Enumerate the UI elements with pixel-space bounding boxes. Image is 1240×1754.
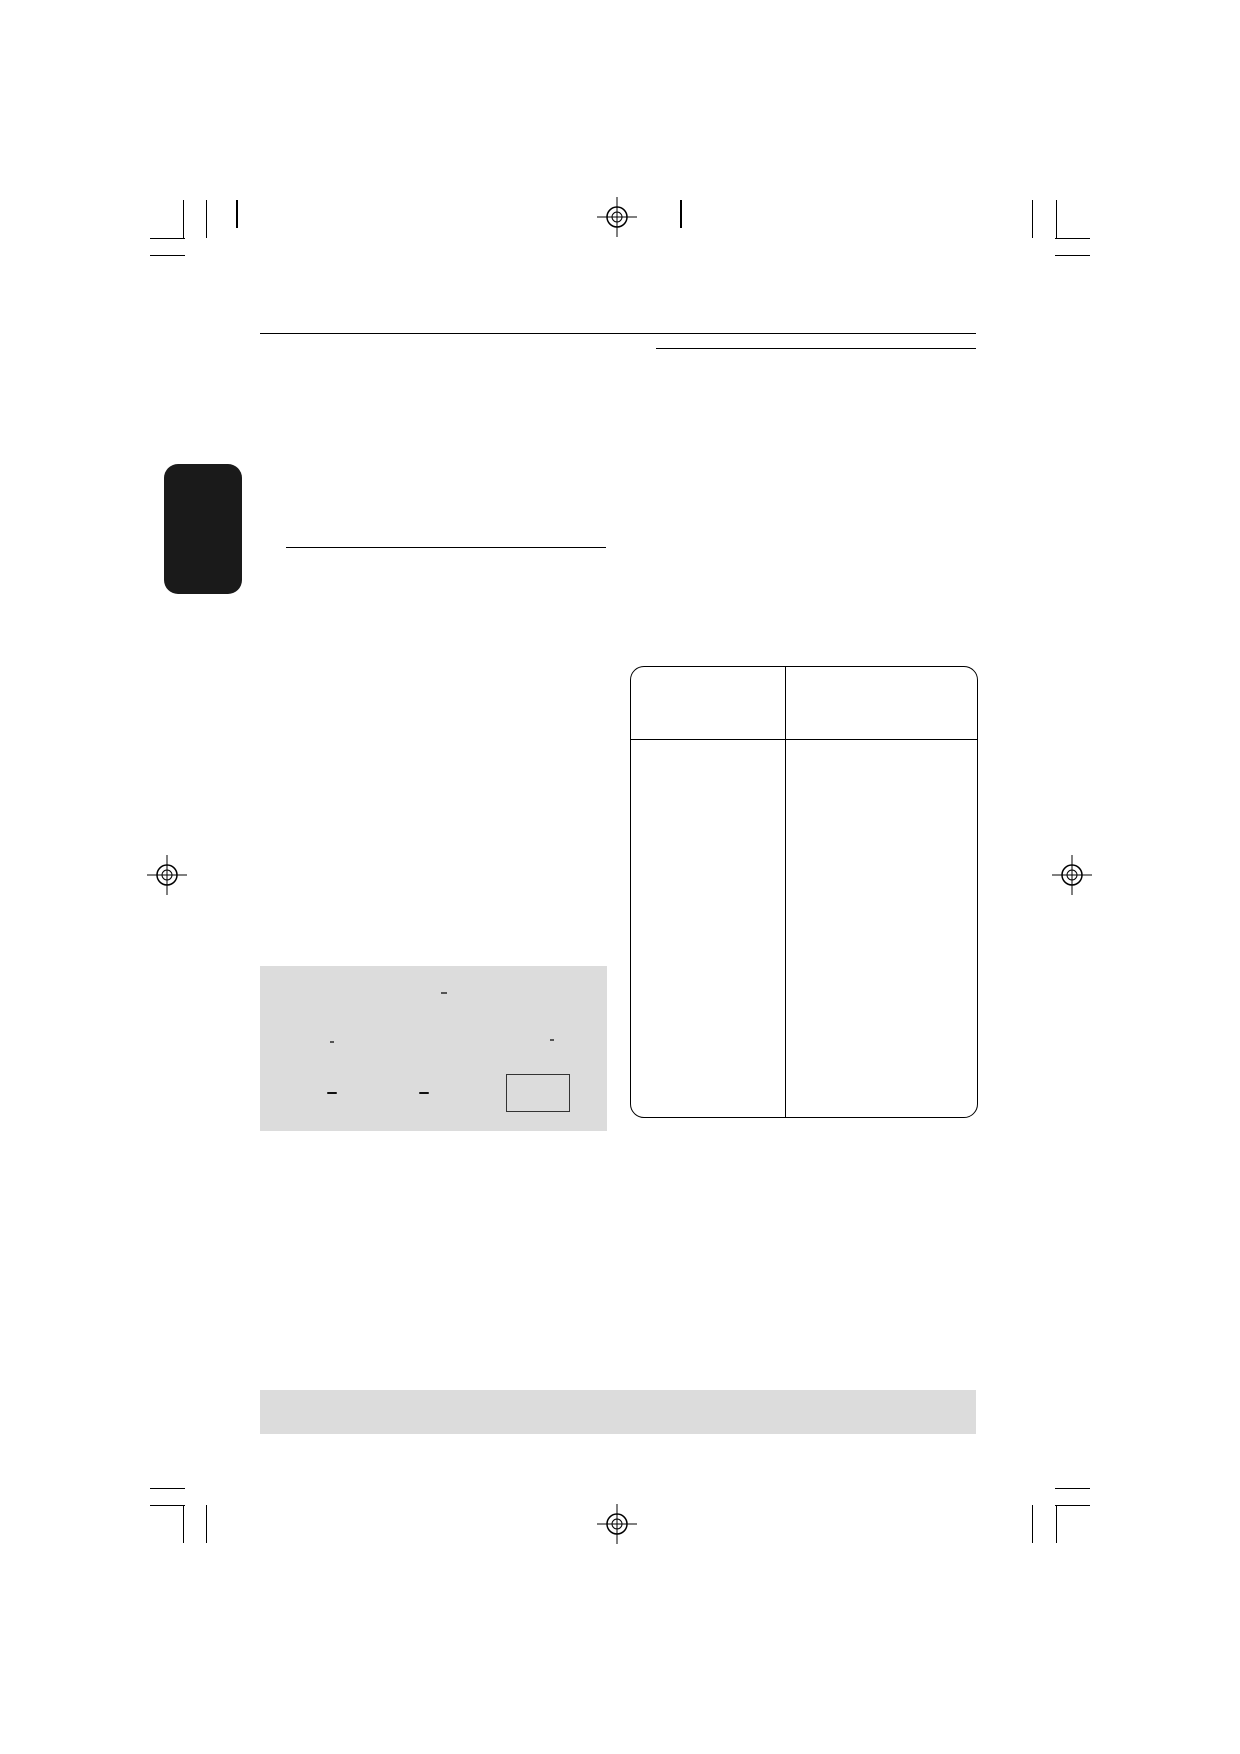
super-video-text [441,992,447,994]
recordable-logo [456,1020,512,1060]
svcd-logo [510,974,590,1012]
dvd-plus-rw-logo [388,1072,460,1116]
registration-mark-icon [597,197,637,237]
region-table [630,666,978,1118]
title-rule [260,333,976,334]
svcd-disc-logo [412,970,476,1016]
hint-bar [260,1390,976,1434]
registration-mark-icon [1052,855,1092,895]
registration-mark-icon [147,855,187,895]
color-bar [680,200,682,228]
mp3-playback-logo [506,1074,570,1112]
media-list [286,583,616,584]
region-table-header [631,667,977,740]
rewritable-text [550,1039,554,1041]
rewritable-logo [524,1020,580,1060]
digital-audio-logo [380,1022,442,1064]
dvd-video-logo [302,970,374,1016]
grayscale-bar [236,200,238,228]
baidu-watermark [880,1588,1180,1738]
rw-text [327,1092,337,1094]
disc-logos-panel [260,966,607,1131]
region-top-rule [656,348,976,349]
dvd-plus-r-logo [308,1072,356,1116]
digital-video-text [330,1041,334,1043]
registration-mark-icon [597,1504,637,1544]
language-tab [164,464,242,594]
media-rule [286,547,606,548]
column-divider [785,667,786,1117]
digital-video-logo [304,1022,360,1062]
rw-text [419,1092,429,1094]
